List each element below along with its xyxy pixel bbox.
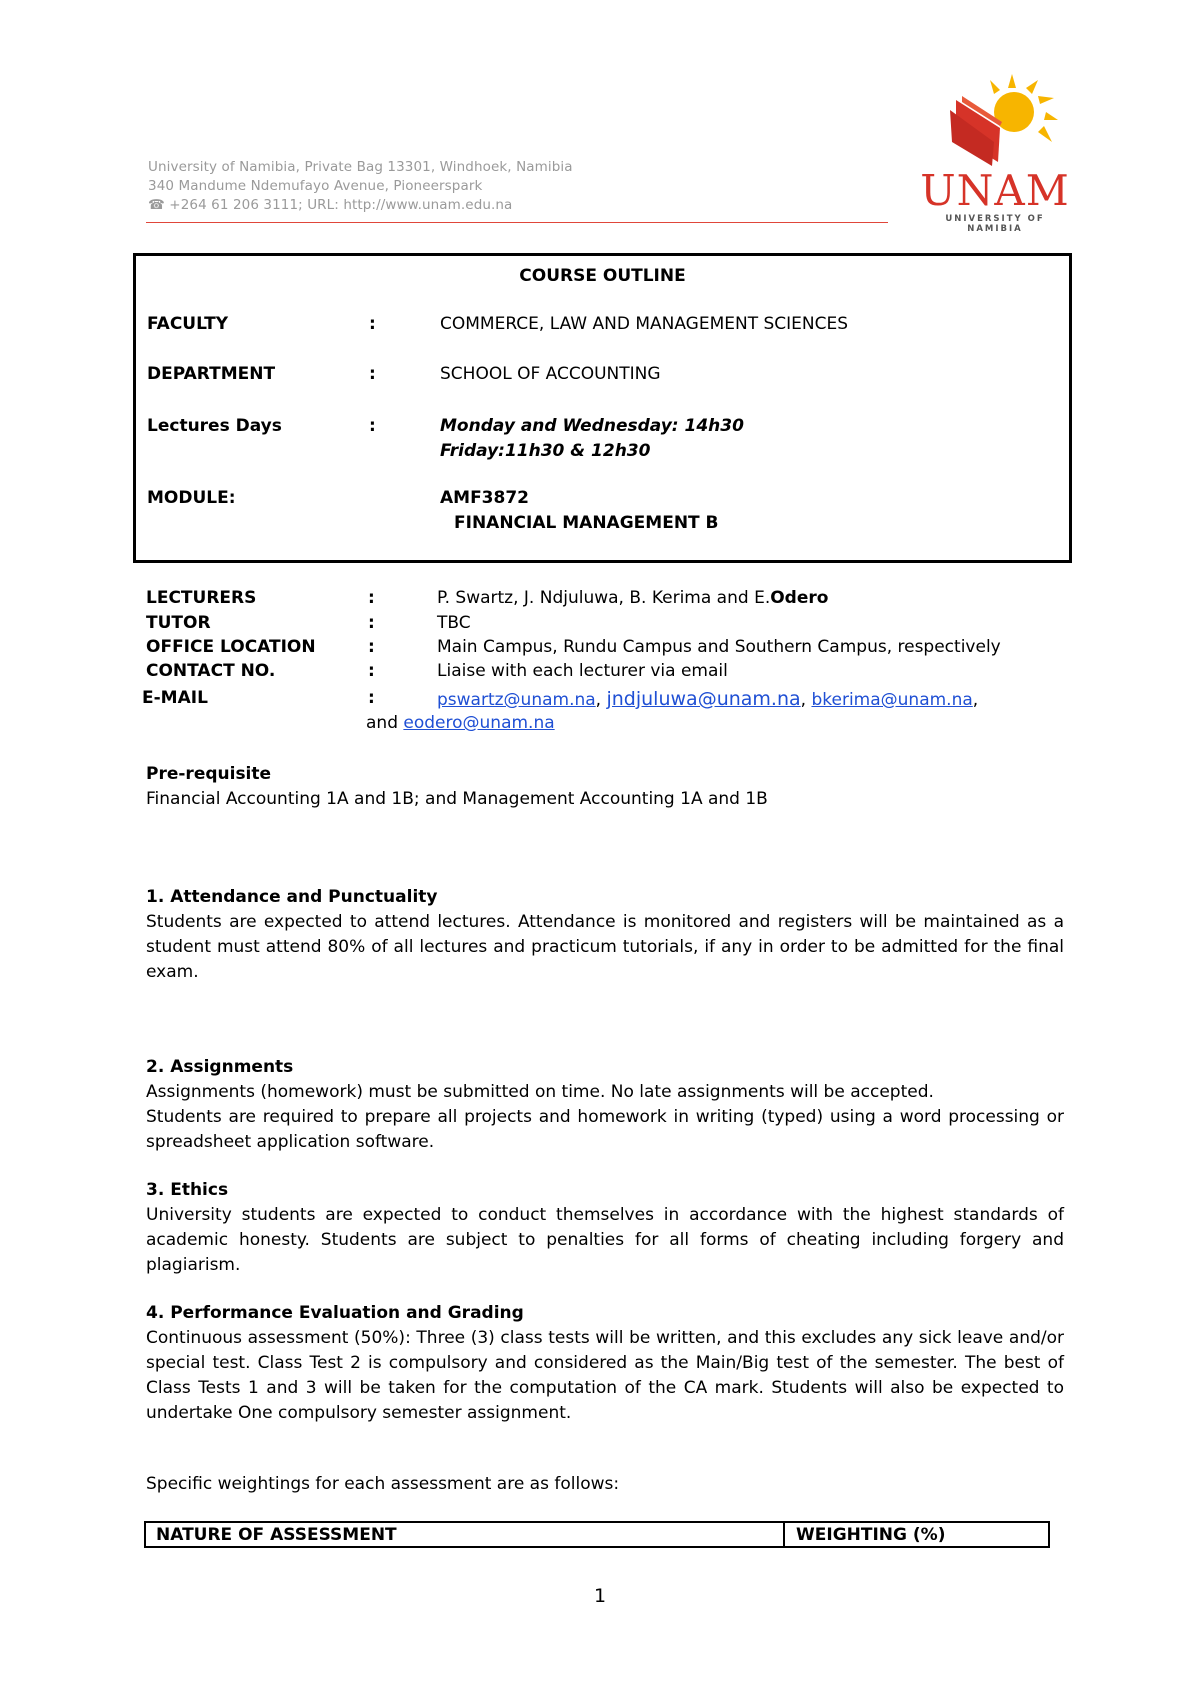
office-label: OFFICE LOCATION bbox=[146, 637, 316, 657]
evaluation-heading: 4. Performance Evaluation and Grading bbox=[146, 1303, 524, 1323]
lectures-row bbox=[136, 416, 1069, 466]
attendance-text: Students are expected to attend lectures. Attendance is monitored and registers will be maintained as a student must attend 80% of all lectures and practicum tutorials, if any in order to be admitted for the final exam. bbox=[146, 912, 1064, 982]
evaluation-text: Continuous assessment (50%): Three (3) class tests will be written, and this excludes any sick leave and/or special test. Class Test 2 is compulsory and considered as the Main/Big test of the semester. The best of Class Tests 1 and 3 will be taken for the computation of the CA mark. Students will also be expected to undertake One compulsory semester assignment. bbox=[146, 1328, 1064, 1423]
email-comma-3: , bbox=[972, 690, 979, 710]
weighting-column-header: WEIGHTING (%) bbox=[796, 1525, 946, 1545]
section-evaluation bbox=[146, 1301, 1064, 1426]
ethics-heading: 3. Ethics bbox=[146, 1180, 229, 1200]
department-colon: : bbox=[369, 364, 376, 384]
lectures-line-2: Friday:11h30 & 12h30 bbox=[440, 441, 651, 461]
tutor-colon: : bbox=[368, 613, 375, 633]
tutor-label: TUTOR bbox=[146, 613, 211, 633]
assignments-text-2: Students are required to prepare all projects and homework in writing (typed) using a word processing or spreadsheet application software. bbox=[146, 1107, 1064, 1152]
email-list bbox=[437, 688, 978, 710]
module-label: MODULE: bbox=[147, 488, 236, 508]
logo-subtitle: UNIVERSITY OF NAMIBIA bbox=[945, 214, 1045, 234]
lectures-colon: : bbox=[369, 416, 376, 436]
address-line-3: ☎ +264 61 206 3111; URL: http://www.unam.edu.na bbox=[148, 197, 513, 213]
prerequisite-section bbox=[146, 762, 1064, 812]
prerequisite-heading: Pre-requisite bbox=[146, 764, 272, 784]
module-row bbox=[136, 488, 1069, 538]
contact-value: Liaise with each lecturer via email bbox=[437, 661, 728, 681]
course-outline-title: COURSE OUTLINE bbox=[519, 266, 686, 286]
page-number: 1 bbox=[593, 1585, 607, 1607]
lecturers-label: LECTURERS bbox=[146, 588, 257, 608]
faculty-value: COMMERCE, LAW AND MANAGEMENT SCIENCES bbox=[440, 314, 849, 334]
lectures-line-1: Monday and Wednesday: 14h30 bbox=[440, 416, 744, 436]
email-comma-1: , bbox=[595, 690, 602, 710]
lecturers-colon: : bbox=[368, 588, 375, 608]
assignments-heading: 2. Assignments bbox=[146, 1057, 294, 1077]
email-comma-2: , bbox=[800, 690, 807, 710]
assessment-table-header bbox=[144, 1521, 1050, 1548]
assessment-column-header: NATURE OF ASSESSMENT bbox=[156, 1525, 397, 1545]
faculty-label: FACULTY bbox=[147, 314, 229, 334]
email-link-swartz[interactable]: pswartz@unam.na bbox=[437, 690, 596, 710]
section-assignments bbox=[146, 1055, 1064, 1155]
email-link-odero[interactable]: eodero@unam.na bbox=[403, 713, 555, 733]
department-label: DEPARTMENT bbox=[147, 364, 276, 384]
ethics-text: University students are expected to conduct themselves in accordance with the highest standards of academic honesty. Students are subject to penalties for all forms of cheating including forgery and plagiarism. bbox=[146, 1205, 1064, 1275]
email-label: E-MAIL bbox=[142, 688, 208, 708]
table-column-divider bbox=[783, 1523, 785, 1546]
email-colon: : bbox=[368, 688, 375, 708]
module-name: FINANCIAL MANAGEMENT B bbox=[454, 513, 719, 533]
email-and: and bbox=[366, 713, 398, 733]
address-line-1: University of Namibia, Private Bag 13301, Windhoek, Namibia bbox=[148, 159, 573, 175]
department-value: SCHOOL OF ACCOUNTING bbox=[440, 364, 661, 384]
section-attendance bbox=[146, 885, 1064, 985]
office-colon: : bbox=[368, 637, 375, 657]
department-row bbox=[136, 364, 1069, 388]
logo-wordmark: UNAM bbox=[920, 166, 1070, 215]
module-code: AMF3872 bbox=[440, 488, 530, 508]
lecturers-names-bold: Odero bbox=[770, 588, 829, 608]
assignments-text-1: Assignments (homework) must be submitted on time. No late assignments will be accepted. bbox=[146, 1082, 934, 1102]
course-outline-box bbox=[133, 253, 1072, 563]
office-value: Main Campus, Rundu Campus and Southern Campus, respectively bbox=[437, 637, 1001, 657]
lecturers-names: P. Swartz, J. Ndjuluwa, B. Kerima and E. bbox=[437, 588, 771, 608]
weightings-intro: Specific weightings for each assessment are as follows: bbox=[146, 1474, 620, 1494]
section-ethics bbox=[146, 1178, 1064, 1278]
letterhead-divider bbox=[146, 222, 888, 223]
faculty-colon: : bbox=[369, 314, 376, 334]
prerequisite-text: Financial Accounting 1A and 1B; and Management Accounting 1A and 1B bbox=[146, 789, 768, 809]
letterhead-address bbox=[148, 158, 573, 215]
attendance-heading: 1. Attendance and Punctuality bbox=[146, 887, 438, 907]
contact-label: CONTACT NO. bbox=[146, 661, 276, 681]
email-list-cont bbox=[366, 713, 555, 733]
lectures-label: Lectures Days bbox=[147, 416, 282, 436]
tutor-value: TBC bbox=[437, 613, 471, 633]
email-link-kerima[interactable]: bkerima@unam.na bbox=[811, 690, 973, 710]
address-line-2: 340 Mandume Ndemufayo Avenue, Pioneerspark bbox=[148, 178, 483, 194]
email-link-ndjuluwa[interactable]: jndjuluwa@unam.na bbox=[606, 688, 801, 710]
contact-colon: : bbox=[368, 661, 375, 681]
lecturers-value bbox=[437, 588, 828, 608]
faculty-row bbox=[136, 314, 1069, 338]
